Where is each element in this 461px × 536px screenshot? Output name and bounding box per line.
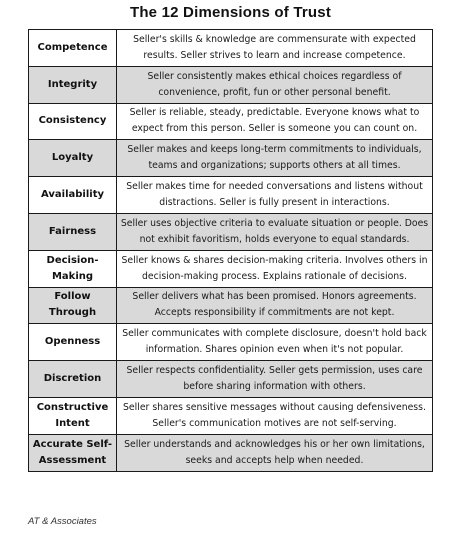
dimension-cell: Follow Through: [29, 287, 117, 324]
table-row: [29, 287, 433, 324]
table-row: [29, 30, 433, 67]
dimension-cell: Competence: [29, 30, 117, 67]
dimension-cell: Openness: [29, 324, 117, 361]
table-row: [29, 434, 433, 471]
dimension-cell: Constructive Intent: [29, 397, 117, 434]
table-row: [29, 397, 433, 434]
description-cell: Seller understands and acknowledges his or her own limitations, seeks and accepts help when needed.: [117, 434, 433, 471]
table-row: [29, 103, 433, 140]
dimension-cell: Integrity: [29, 66, 117, 103]
description-cell: Seller makes and keeps long-term commitments to individuals, teams and organizations; supports others at all times.: [117, 140, 433, 177]
dimension-cell: Discretion: [29, 361, 117, 398]
dimension-cell: Consistency: [29, 103, 117, 140]
table-row: [29, 361, 433, 398]
description-cell: Seller delivers what has been promised. Honors agreements. Accepts responsibility if commitments are not kept.: [117, 287, 433, 324]
dimension-cell: Accurate Self-Assessment: [29, 434, 117, 471]
table-row: [29, 324, 433, 361]
table-row: [29, 140, 433, 177]
description-cell: Seller respects confidentiality. Seller gets permission, uses care before sharing information with others.: [117, 361, 433, 398]
page-title: The 12 Dimensions of Trust: [129, 4, 332, 21]
dimension-cell: Decision-Making: [29, 250, 117, 287]
description-cell: Seller consistently makes ethical choices regardless of convenience, profit, fun or other personal benefit.: [117, 66, 433, 103]
source-credit: AT & Associates: [28, 516, 97, 527]
table-row: [29, 213, 433, 250]
table-row: [29, 177, 433, 214]
trust-dimensions-table: [28, 29, 433, 472]
description-cell: Seller shares sensitive messages without causing defensiveness. Seller's communication motives are not self-serving.: [117, 397, 433, 434]
description-cell: Seller is reliable, steady, predictable. Everyone knows what to expect from this person. Seller is someone you can count on.: [117, 103, 433, 140]
table-row: [29, 66, 433, 103]
description-cell: Seller communicates with complete disclosure, doesn't hold back information. Shares opinion even when it's not popular.: [117, 324, 433, 361]
dimension-cell: Availability: [29, 177, 117, 214]
dimension-cell: Fairness: [29, 213, 117, 250]
dimension-cell: Loyalty: [29, 140, 117, 177]
description-cell: Seller makes time for needed conversations and listens without distractions. Seller is fully present in interactions.: [117, 177, 433, 214]
description-cell: Seller knows & shares decision-making criteria. Involves others in decision-making process. Explains rationale of decisions.: [117, 250, 433, 287]
description-cell: Seller's skills & knowledge are commensurate with expected results. Seller strives to learn and increase competence.: [117, 30, 433, 67]
table-row: [29, 250, 433, 287]
description-cell: Seller uses objective criteria to evaluate situation or people. Does not exhibit favoritism, holds everyone to equal standards.: [117, 213, 433, 250]
